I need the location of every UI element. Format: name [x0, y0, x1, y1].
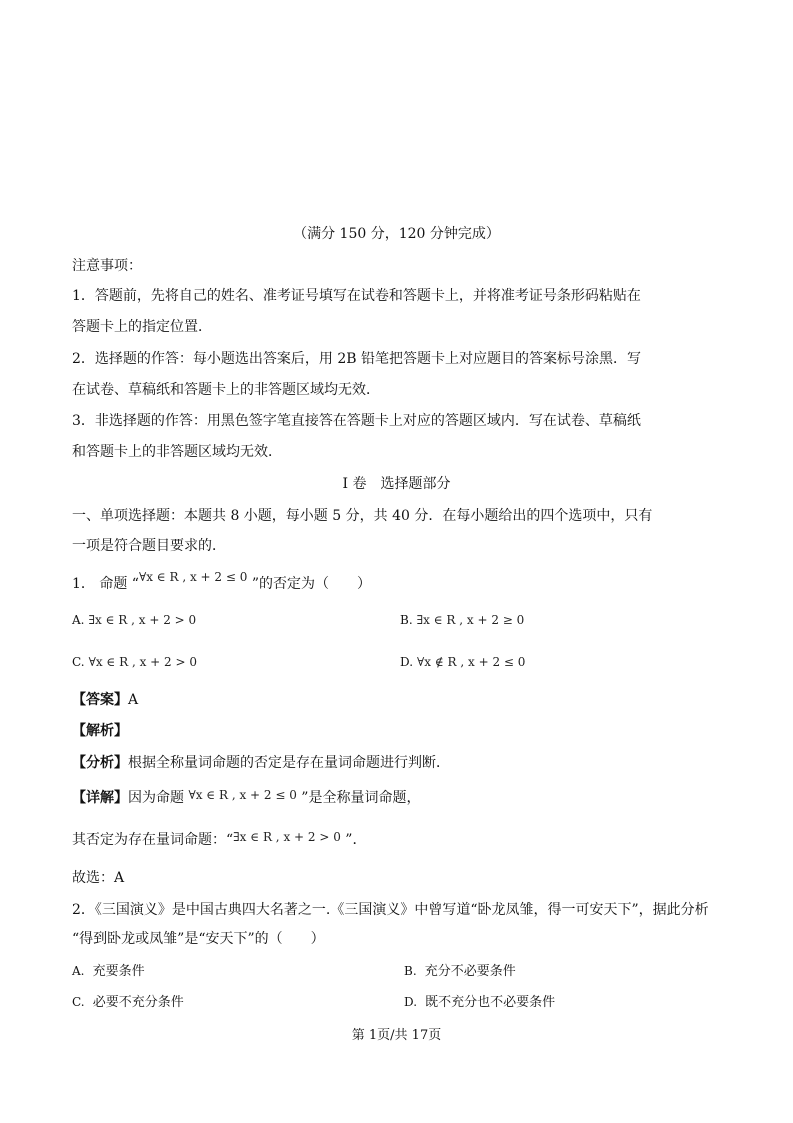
- q2-option-a-text: 充要条件: [92, 964, 145, 979]
- analysis-tag: 【解析】: [72, 723, 128, 739]
- q1-prefix: 1． 命题 “: [72, 576, 139, 592]
- negation-suffix: ”．: [340, 832, 367, 848]
- q2-option-b-letter: B.: [404, 964, 417, 978]
- section-title: I 卷 选择题部分: [342, 476, 451, 492]
- notice-item-2-line-2: 在试卷、草稿纸和答题卡上的非答题区域均无效．: [72, 382, 380, 398]
- q1-option-c: [72, 652, 197, 673]
- q1-formula: ∀x ∈ R , x + 2 ≤ 0: [138, 570, 248, 584]
- page-footer: 第 1页/共 17页: [351, 1028, 442, 1043]
- q2-line-1: 2．《三国演义》是中国古典四大名著之一.《三国演义》中曾写道“卧龙凤雏，得一可安天下”，据此分析: [72, 902, 709, 918]
- q1-xiangjie: [72, 788, 420, 808]
- q1-analysis-tag: [72, 721, 128, 741]
- answer-value: A: [128, 692, 139, 708]
- section-intro-line-2: 一项是符合题目要求的．: [72, 538, 226, 554]
- q1-fenxi: [72, 753, 450, 773]
- negation-formula: ∃x ∈ R , x + 2 > 0: [233, 830, 341, 844]
- fenxi-text: 根据全称量词命题的否定是存在量词命题进行判断．: [128, 755, 450, 771]
- xiangjie-prefix: 因为命题: [128, 790, 189, 806]
- q1-option-c-formula: ∀x ∈ R , x + 2 > 0: [88, 655, 197, 669]
- q1-option-b: [400, 610, 524, 631]
- q2-option-b: [404, 961, 516, 982]
- q1-stem: [72, 570, 371, 594]
- notice-item-1-line-2: 答题卡上的指定位置．: [72, 319, 212, 335]
- negation-prefix: 其否定为存在量词命题：“: [72, 832, 234, 848]
- notice-item-3-line-1: 3．非选择题的作答：用黑色签字笔直接答在答题卡上对应的答题区域内．写在试卷、草稿纸: [72, 413, 641, 429]
- q2-option-c-text: 必要不充分条件: [92, 995, 184, 1010]
- answer-tag: 【答案】: [72, 692, 128, 708]
- q2-line-2: “得到卧龙或凤雏”是“安天下”的（ ）: [72, 931, 325, 947]
- q1-option-d-letter: D.: [400, 655, 414, 669]
- fenxi-tag: 【分析】: [72, 755, 128, 771]
- section-intro-line-1: 一、单项选择题：本题共 8 小题，每小题 5 分，共 40 分．在每小题给出的四个选项中，只有: [72, 508, 653, 524]
- q1-option-b-letter: B.: [400, 613, 413, 627]
- notice-item-1-line-1: 1．答题前，先将自己的姓名、准考证号填写在试卷和答题卡上，并将准考证号条形码粘贴在: [72, 288, 641, 304]
- notice-title: 注意事项：: [72, 258, 142, 274]
- q1-choose: 故选：A: [72, 870, 125, 886]
- q1-option-d-formula: ∀x ∉ R , x + 2 ≤ 0: [417, 655, 526, 669]
- q1-option-d: [400, 652, 525, 673]
- q1-option-a-letter: A.: [72, 613, 85, 627]
- q2-option-d-letter: D.: [404, 995, 418, 1009]
- q1-option-b-formula: ∃x ∈ R , x + 2 ≥ 0: [416, 613, 525, 627]
- q2-option-d: [404, 992, 555, 1013]
- q2-option-a: [72, 961, 145, 982]
- q1-suffix: ”的否定为（ ）: [247, 576, 371, 592]
- q2-option-c-letter: C.: [72, 995, 85, 1009]
- q1-negation: [72, 830, 366, 850]
- q2-option-b-text: 充分不必要条件: [424, 964, 516, 979]
- xiangjie-formula: ∀x ∈ R , x + 2 ≤ 0: [188, 788, 297, 802]
- q1-option-a-formula: ∃x ∈ R , x + 2 > 0: [88, 613, 197, 627]
- xiangjie-tag: 【详解】: [72, 790, 128, 806]
- q1-option-a: [72, 610, 196, 631]
- q2-option-a-letter: A.: [72, 964, 85, 978]
- score-info: （满分 150 分，120 分钟完成）: [293, 226, 500, 242]
- q2-option-d-text: 既不充分也不必要条件: [425, 995, 556, 1010]
- q1-option-c-letter: C.: [72, 655, 85, 669]
- xiangjie-suffix: ”是全称量词命题，: [296, 790, 421, 806]
- q1-answer: [72, 690, 138, 710]
- notice-item-3-line-2: 和答题卡上的非答题区域均无效．: [72, 444, 282, 460]
- q2-option-c: [72, 992, 184, 1013]
- notice-item-2-line-1: 2．选择题的作答：每小题选出答案后，用 2B 铅笔把答题卡上对应题目的答案标号涂黑．写: [72, 351, 642, 367]
